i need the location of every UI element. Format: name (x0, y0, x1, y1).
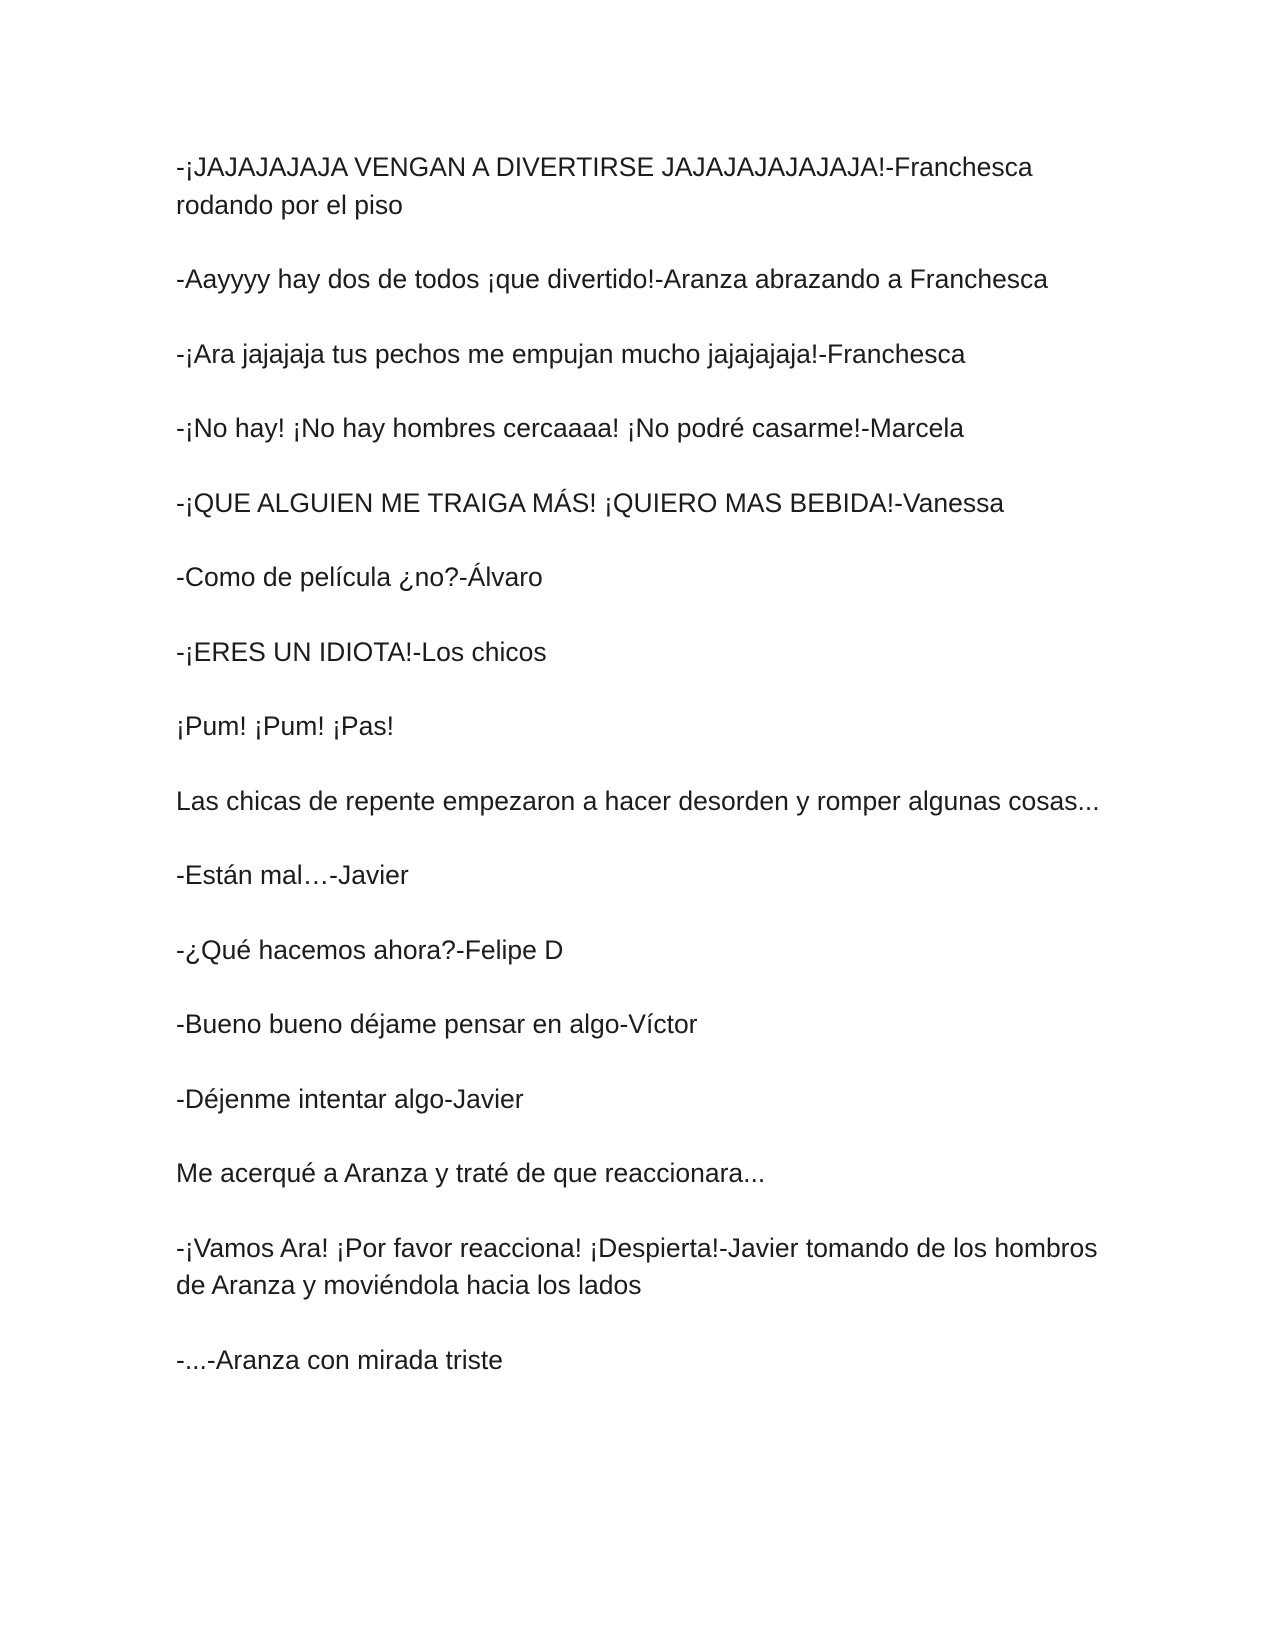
paragraph: -Déjenme intentar algo-Javier (176, 1083, 524, 1114)
paragraph: -¡Vamos Ara! ¡Por favor reacciona! ¡Despierta!-Javier tomando de los hombros de Aranza y moviéndola hacia los lados (176, 1232, 1098, 1300)
paragraph: -¡ERES UN IDIOTA!-Los chicos (176, 636, 547, 667)
paragraph: -Bueno bueno déjame pensar en algo-Víctor (176, 1009, 698, 1039)
paragraph: -Están mal…-Javier (176, 860, 409, 890)
paragraph: -Como de película ¿no?-Álvaro (176, 562, 543, 592)
paragraph: -¡No hay! ¡No hay hombres cercaaaa! ¡No podré casarme!-Marcela (176, 413, 964, 443)
paragraph: Las chicas de repente empezaron a hacer desorden y romper algunas cosas... (176, 785, 1100, 816)
paragraph: -...-Aranza con mirada triste (176, 1344, 503, 1375)
paragraph: -Aayyyy hay dos de todos ¡que divertido!-Aranza abrazando a Franchesca (176, 264, 1049, 294)
paragraph: -¡JAJAJAJAJA VENGAN A DIVERTIRSE JAJAJAJAJAJAJA!-Franchesca rodando por el piso (176, 152, 1033, 220)
paragraph: Me acerqué a Aranza y traté de que reaccionara... (176, 1158, 766, 1188)
document-body (176, 149, 1106, 1416)
paragraph: -¡Ara jajajaja tus pechos me empujan mucho jajajajaja!-Franchesca (176, 338, 966, 369)
paragraph: -¿Qué hacemos ahora?-Felipe D (176, 934, 564, 965)
paragraph: ¡Pum! ¡Pum! ¡Pas! (176, 711, 394, 741)
paragraph: -¡QUE ALGUIEN ME TRAIGA MÁS! ¡QUIERO MAS BEBIDA!-Vanessa (176, 487, 1005, 518)
